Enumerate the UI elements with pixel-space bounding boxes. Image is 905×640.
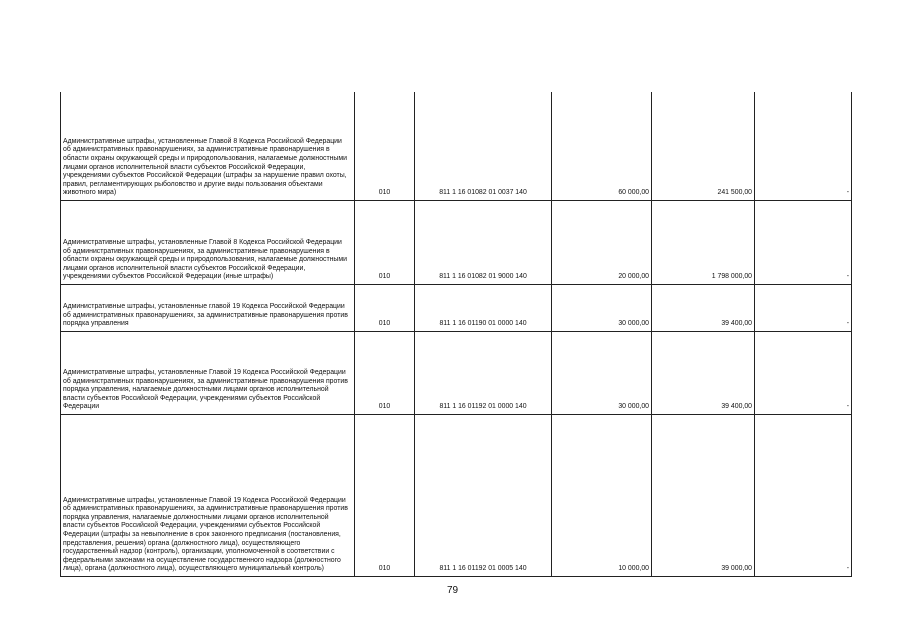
income-name-cell: Административные штрафы, установленные главой 19 Кодекса Российской Федерации об административных правонарушениях, за административные правонарушения против порядка управления [61,285,355,332]
executed-amount-cell: 1 798 000,00 [652,201,755,285]
approved-amount-cell: 60 000,00 [552,92,652,201]
page-number: 79 [446,585,459,596]
executed-amount-cell: 241 500,00 [652,92,755,201]
approved-amount-cell: 30 000,00 [552,332,652,415]
table-row [61,201,852,285]
executed-amount-cell: 39 000,00 [652,415,755,577]
income-name-cell: Административные штрафы, установленные Главой 8 Кодекса Российской Федерации об административных правонарушениях, за административные правонарушения в области охраны окружающей среды и природопользования, налагаемые должностными лицами органов исполнительной власти субъектов Российской Федерации, учреждениями субъектов Российской Федерации (иные штрафы) [61,201,355,285]
line-code-cell: 010 [355,415,415,577]
approved-amount-cell: 10 000,00 [552,415,652,577]
table-row [61,92,852,201]
line-code-cell: 010 [355,285,415,332]
executed-amount-cell: 39 400,00 [652,332,755,415]
unexecuted-amount-cell: - [755,332,852,415]
budget-classification-code-cell: 811 1 16 01190 01 0000 140 [415,285,552,332]
approved-amount-cell: 20 000,00 [552,201,652,285]
line-code-cell: 010 [355,332,415,415]
table-row [61,332,852,415]
budget-classification-code-cell: 811 1 16 01082 01 0037 140 [415,92,552,201]
unexecuted-amount-cell: - [755,415,852,577]
budget-classification-code-cell: 811 1 16 01192 01 0000 140 [415,332,552,415]
budget-classification-code-cell: 811 1 16 01192 01 0005 140 [415,415,552,577]
income-name-cell: Административные штрафы, установленные Главой 19 Кодекса Российской Федерации об административных правонарушениях, за административные правонарушения против порядка управления, налагаемые должностными лицами органов исполнительной власти субъектов Российской Федерации, учреждениями субъектов Российской Федерации (штрафы за невыполнение в срок законного предписания (постановления, представления, решения) органа (должностного лица), осуществляющего государственный надзор (контроль), организации, уполномоченной в соответствии с федеральными законами на осуществление государственного надзора (должностного лица), органа (должностного лица), осуществляющего муниципальный контроль) [61,415,355,577]
approved-amount-cell: 30 000,00 [552,285,652,332]
income-name-cell: Административные штрафы, установленные Главой 8 Кодекса Российской Федерации об административных правонарушениях, за административные правонарушения в области охраны окружающей среды и природопользования, налагаемые должностными лицами органов исполнительной власти субъектов Российской Федерации, учреждениями субъектов Российской Федерации (штрафы за нарушение правил охоты, правил, регламентирующих рыболовство и другие виды пользования объектами животного мира) [61,92,355,201]
unexecuted-amount-cell: - [755,285,852,332]
budget-classification-code-cell: 811 1 16 01082 01 9000 140 [415,201,552,285]
table-row [61,415,852,577]
line-code-cell: 010 [355,201,415,285]
income-name-cell: Административные штрафы, установленные Главой 19 Кодекса Российской Федерации об административных правонарушениях, за административные правонарушения против порядка управления, налагаемые должностными лицами органов исполнительной власти субъектов Российской Федерации, учреждениями субъектов Российской Федерации [61,332,355,415]
unexecuted-amount-cell: - [755,201,852,285]
unexecuted-amount-cell: - [755,92,852,201]
line-code-cell: 010 [355,92,415,201]
table-row [61,285,852,332]
executed-amount-cell: 39 400,00 [652,285,755,332]
revenue-table [60,92,852,577]
